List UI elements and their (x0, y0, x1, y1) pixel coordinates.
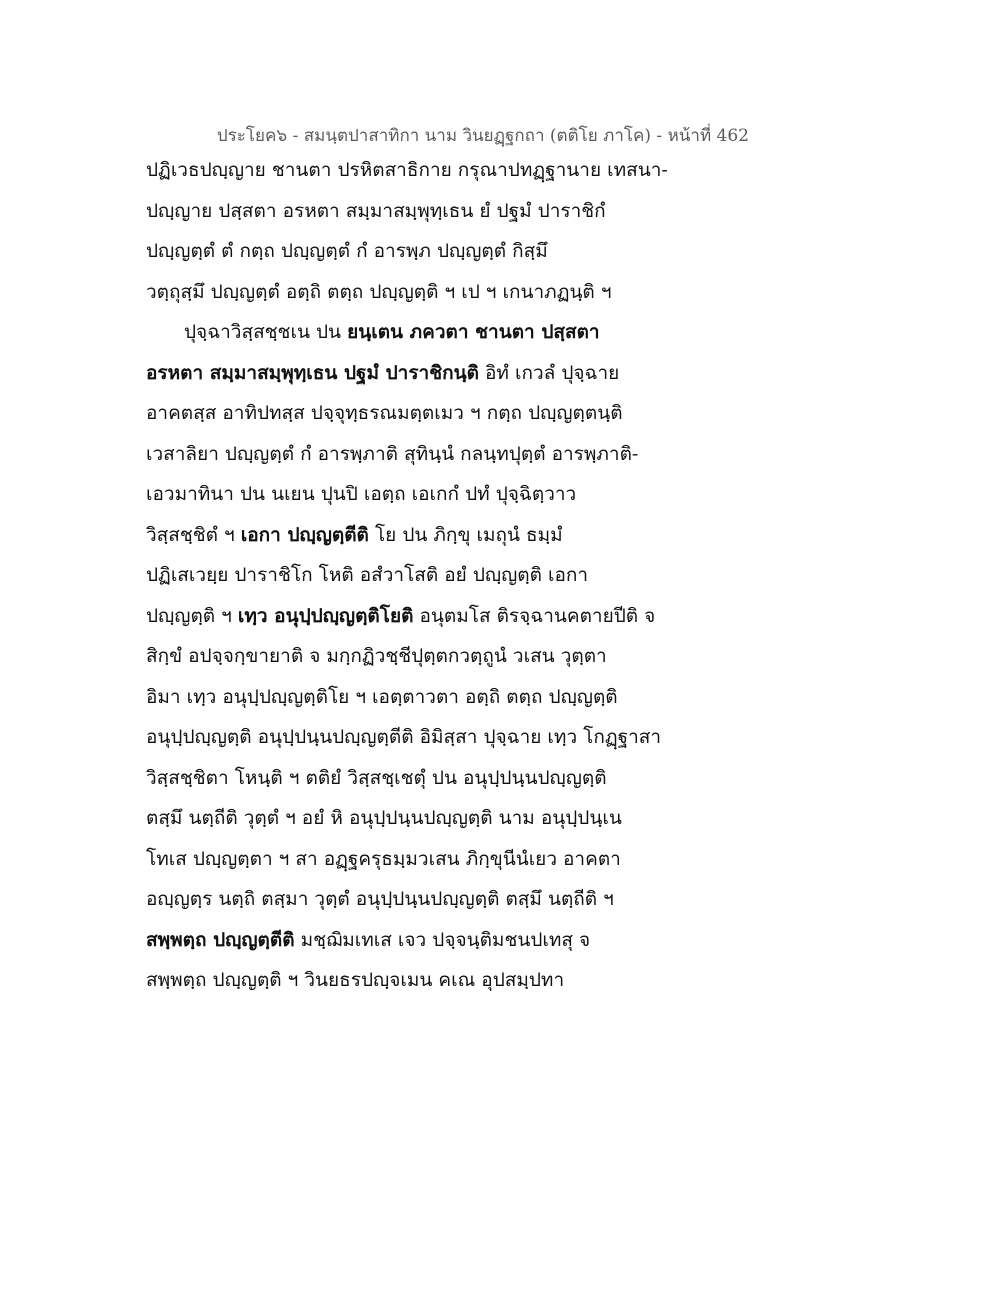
text-segment: วิสฺสชฺชิตา โหนฺติ ฯ ตติยํ วิสฺสชฺเชตุํ ปน อนุปฺปนฺนปญฺญตฺติ (146, 766, 607, 789)
text-segment: ตสฺมึ นตฺถีติ วุตฺตํ ฯ อยํ หิ อนุปฺปนฺนปญฺญตฺติ นาม อนุปฺปนฺเน (146, 807, 622, 829)
text-line (146, 798, 706, 839)
text-segment: อิทํ เกวลํ ปุจฺฉาย (478, 361, 620, 384)
text-line (146, 515, 706, 556)
text-segment: ปญฺญตฺติ ฯ (146, 604, 238, 627)
text-line (146, 960, 706, 1001)
text-segment: ปญฺญตฺตํ ตํ กตฺถ ปญฺญตฺตํ กํ อารพฺภ ปญฺญตฺตํ กิสฺมึ (146, 240, 548, 262)
text-segment: อาคตสฺส อาทิปทสฺส ปจฺจุทฺธรณมตฺตเมว ฯ กตฺถ ปญฺญตฺตนฺติ (146, 402, 623, 424)
body-text (146, 150, 706, 1001)
text-segment: เอวมาทินา ปน นเยน ปุนปิ เอตฺถ เอเกกํ ปทํ ปุจฺฉิตฺวาว (146, 483, 577, 505)
text-segment: ปฏิเสเวยฺย ปาราชิโก โหติ อสํวาโสติ อยํ ปญฺญตฺติ เอกา (146, 564, 589, 586)
text-line (146, 920, 706, 961)
bold-term: สพฺพตฺถ ปญฺญตฺตีติ (146, 928, 295, 951)
text-line (146, 150, 706, 191)
text-line (146, 555, 706, 596)
text-segment: สิกฺขํ อปจฺจกฺขายาติ จ มกฺกฏิวชฺชีปุตฺตกวตฺถูนํ วเสน วุตฺตา (146, 645, 607, 667)
text-segment: โทเส ปญฺญตฺตา ฯ สา อฏฺฐครุธมฺมวเสน ภิกฺขุนีนํเยว อาคตา (146, 847, 621, 870)
text-line (146, 393, 706, 434)
text-segment: วิสฺสชฺชิตํ ฯ (146, 523, 241, 546)
text-segment: ปุจฺฉาวิสฺสชฺชเน ปน (184, 321, 348, 343)
running-header: ประโยค๖ - สมนฺตปาสาทิกา นาม วินยฏฺฐกถา (ตติโย ภาโค) - หน้าที่ 462 (216, 126, 749, 146)
text-line (146, 353, 706, 394)
text-segment: โย ปน ภิกฺขุ เมถุนํ ธมฺมํ (368, 523, 563, 546)
text-line (146, 434, 706, 475)
text-line (146, 474, 706, 515)
text-segment: สพฺพตฺถ ปญฺญตฺติ ฯ วินยธรปญฺจเมน คเณ อุปสมฺปทา (146, 969, 565, 991)
text-line (146, 717, 706, 758)
text-line (146, 191, 706, 232)
text-line (146, 677, 706, 718)
text-segment: อญฺญตฺร นตฺถิ ตสฺมา วุตฺตํ อนุปฺปนฺนปญฺญตฺติ ตสฺมึ นตฺถีติ ฯ (146, 888, 614, 910)
bold-term: เอกา ปญฺญตฺตีติ (240, 523, 369, 546)
text-segment: อนุปฺปญฺญตฺติ อนุปฺปนฺนปญฺญตฺตีติ อิมิสฺสา ปุจฺฉาย เทฺว โกฏฺฐาสา (146, 726, 662, 748)
text-line (146, 272, 706, 313)
text-segment: เวสาลิยา ปญฺญตฺตํ กํ อารพฺภาติ สุทินฺนํ กลนฺทปุตฺตํ อารพฺภาติ- (146, 442, 639, 465)
text-line (146, 636, 706, 677)
bold-term: อรหตา สมฺมาสมฺพุทฺเธน ปฐมํ ปาราชิกนฺติ (146, 361, 479, 384)
text-line (146, 312, 706, 353)
text-segment: วตฺถุสฺมึ ปญฺญตฺตํ อตฺถิ ตตฺถ ปญฺญตฺติ ฯ เป ฯ เกนาภฏนฺติ ฯ (146, 280, 612, 303)
text-line (146, 839, 706, 880)
text-segment: อิมา เทฺว อนุปฺปญฺญตฺติโย ฯ เอตฺตาวตา อตฺถิ ตตฺถ ปญฺญตฺติ (146, 685, 618, 708)
text-line (146, 596, 706, 637)
text-segment: มชฺฌิมเทเส เจว ปจฺจนฺติมชนปเทสุ จ (294, 928, 591, 951)
text-segment: ปฏิเวธปญฺญาย ชานตา ปรหิตสาธิกาย กรุณาปทฏฺฐานาย เทสนา- (146, 159, 668, 181)
bold-term: เทฺว อนุปฺปญฺญตฺติโยติ (237, 604, 414, 627)
text-line (146, 231, 706, 272)
bold-term: ยนฺเตน ภควตา ชานตา ปสฺสตา (347, 321, 600, 343)
text-segment: ปญฺญาย ปสฺสตา อรหตา สมฺมาสมฺพุทฺเธน ยํ ปฐมํ ปาราชิกํ (146, 199, 606, 222)
text-line (146, 879, 706, 920)
text-segment: อนุตมโส ติรจฺฉานคตายปีติ จ (413, 604, 656, 627)
text-line (146, 758, 706, 799)
